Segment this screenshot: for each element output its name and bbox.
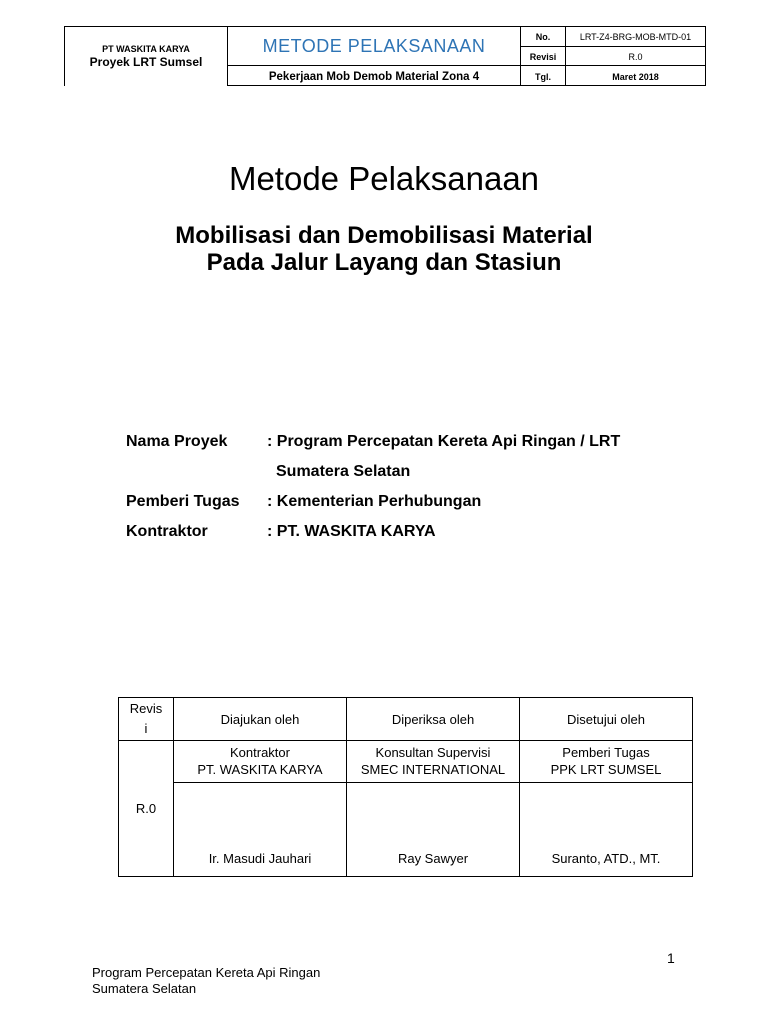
approved-signature-cell [520, 741, 693, 877]
project-name: Proyek LRT Sumsel [89, 54, 203, 69]
company-cell [65, 27, 228, 86]
revision-header: Revis i [119, 698, 174, 741]
checked-org: SMEC INTERNATIONAL [360, 762, 506, 777]
doc-title: METODE PELAKSANAAN [262, 35, 486, 56]
revision-label: Revisi [521, 46, 566, 66]
checked-signature-cell [347, 741, 520, 877]
approved-org: PPK LRT SUMSEL [550, 762, 662, 777]
company-name: PT WASKITA KARYA [102, 43, 190, 54]
date-label: Tgl. [521, 66, 566, 86]
client-value: : Kementerian Perhubungan [267, 493, 482, 510]
footer-line-2: Sumatera Selatan [92, 981, 197, 996]
page-number: 1 [667, 950, 675, 966]
approved-header: Disetujui oleh [520, 698, 693, 741]
checked-name: Ray Sawyer [397, 851, 469, 866]
submitted-header: Diajukan oleh [174, 698, 347, 741]
signature-area [347, 782, 519, 865]
page-footer [92, 965, 320, 997]
project-value-cont: Sumatera Selatan [276, 463, 411, 480]
contractor-value: : PT. WASKITA KARYA [267, 523, 436, 540]
client-label: Pemberi Tugas [126, 493, 240, 510]
page-subtitle [0, 222, 768, 276]
submitted-name: Ir. Masudi Jauhari [208, 851, 312, 866]
project-value: : Program Percepatan Kereta Api Ringan / LRT [267, 433, 621, 450]
approved-role: Pemberi Tugas [562, 745, 650, 760]
checked-role: Konsultan Supervisi [375, 745, 491, 760]
submitted-org: PT. WASKITA KARYA [197, 762, 323, 777]
date-value: Maret 2018 [566, 66, 706, 86]
revision-value: R.0 [119, 741, 174, 877]
submitted-signature-cell [174, 741, 347, 877]
footer-line-1: Program Percepatan Kereta Api Ringan [92, 965, 321, 980]
checked-header: Diperiksa oleh [347, 698, 520, 741]
subtitle-line-2: Pada Jalur Layang dan Stasiun [206, 249, 562, 276]
no-label: No. [521, 27, 566, 47]
page-title: Metode Pelaksanaan [228, 160, 540, 197]
signature-area [174, 782, 346, 865]
revision-value: R.0 [566, 46, 706, 66]
no-value: LRT-Z4-BRG-MOB-MTD-01 [566, 27, 706, 47]
subtitle-line-1: Mobilisasi dan Demobilisasi Material [175, 222, 593, 249]
signature-area [520, 782, 692, 865]
doc-title-cell [228, 27, 521, 66]
approved-name: Suranto, ATD., MT. [551, 851, 661, 866]
approval-table [118, 697, 693, 877]
work-cell [228, 66, 521, 86]
submitted-role: Kontraktor [230, 745, 290, 760]
contractor-label: Kontraktor [126, 523, 208, 540]
work-title: Pekerjaan Mob Demob Material Zona 4 [268, 70, 480, 83]
project-label: Nama Proyek [126, 433, 228, 450]
document-header [64, 26, 706, 86]
